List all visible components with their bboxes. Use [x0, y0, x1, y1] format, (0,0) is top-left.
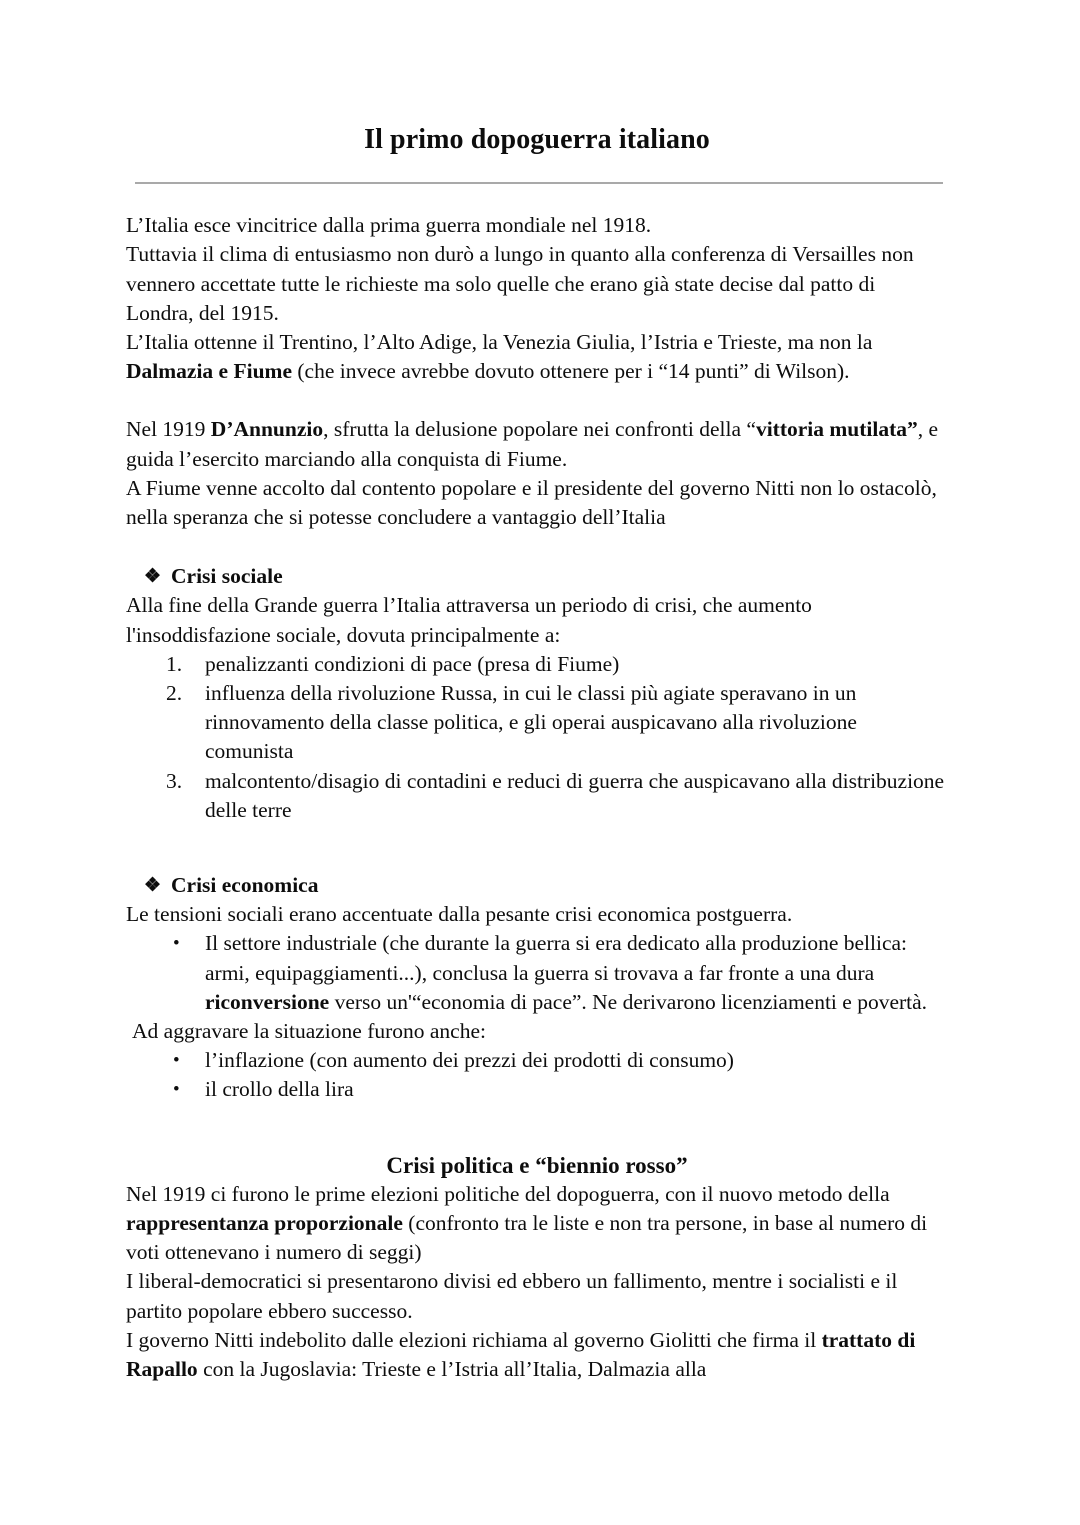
- spacer-before-crisi-politica: [126, 1105, 948, 1151]
- spacer-before-crisi-economica: [126, 825, 948, 871]
- intro-line-3-suffix: (che invece avrebbe dovuto ottenere per i “14 punti” di Wilson).: [292, 359, 850, 384]
- document-body: [126, 124, 948, 1384]
- elezioni-suffix: (confronto tra le liste e non tra persone, in base al numero di voti ottenevano i numero di seggi): [126, 1211, 928, 1265]
- dannunzio-prefix: Nel 1919: [126, 417, 211, 442]
- intro-line-3-prefix: L’Italia ottenne il Trentino, l’Alto Adige, la Venezia Giulia, l’Istria e Trieste, ma non la: [126, 330, 873, 354]
- dannunzio-name-bold: D’Annunzio: [210, 417, 324, 442]
- settore-industriale-prefix: Il settore industriale (che durante la guerra si era dedicato alla produzione bellica: armi, equipaggiamenti...), conclusa la guerra si trovava a far fronte a una dura: [205, 931, 908, 985]
- intro-line-1: L’Italia esce vincitrice dalla prima guerra mondiale nel 1918.: [126, 213, 652, 238]
- diamond-bullet-icon: ❖: [144, 566, 162, 588]
- nitti-prefix: I governo Nitti indebolito dalle elezioni richiama al governo Giolitti che firma il: [126, 1327, 822, 1352]
- list-item: • il crollo della lira: [126, 1075, 948, 1104]
- spacer-before-crisi-sociale: [126, 532, 948, 562]
- trattato-rapallo-bold: trattato di Rapallo: [126, 1327, 916, 1382]
- list-item: [126, 929, 948, 1017]
- section-heading-crisi-politica: Crisi politica e “biennio rosso”: [386, 1152, 688, 1178]
- crisi-economica-list-primary: [126, 929, 948, 1017]
- intro-line-3: [126, 328, 948, 386]
- crisi-sociale-list: [126, 650, 948, 825]
- page-title: Il primo dopoguerra italiano: [364, 124, 710, 155]
- crisi-economica-intro: Le tensioni sociali erano accentuate dalla pesante crisi economica postguerra.: [126, 902, 793, 927]
- dannunzio-paragraph: [126, 415, 948, 473]
- dannunzio-mid: , sfrutta la delusione popolare nei confronti della “: [323, 417, 756, 442]
- settore-industriale-suffix: verso un'“economia di pace”. Ne derivarono licenziamenti e povertà.: [329, 989, 928, 1014]
- nitti-suffix: con la Jugoslavia: Trieste e l’Istria all’Italia, Dalmazia alla: [197, 1357, 707, 1382]
- list-item: penalizzanti condizioni di pace (presa di Fiume): [205, 651, 620, 676]
- rappresentanza-proporzionale-bold: rappresentanza proporzionale: [126, 1211, 403, 1236]
- crisi-politica-paragraph-3: [126, 1326, 948, 1384]
- crisi-economica-heading-text: Crisi economica: [171, 873, 319, 898]
- riconversione-bold: riconversione: [205, 989, 330, 1014]
- intro-line-2: Tuttavia il clima di entusiasmo non durò a lungo in quanto alla conferenza di Versailles non vennero accettate tutte le richieste ma solo quelle che erano già state decise dal patto di Londra, del 1915.: [126, 242, 914, 325]
- section-heading-crisi-economica: [126, 871, 948, 900]
- fiume-paragraph: A Fiume venne accolto dal contento popolare e il presidente del governo Nitti non lo ostacolò, nella speranza che si potesse concludere a vantaggio dell’Italia: [126, 475, 937, 530]
- aggravare-line: Ad aggravare la situazione furono anche:: [132, 1019, 486, 1044]
- crisi-sociale-intro: Alla fine della Grande guerra l’Italia attraversa un periodo di crisi, che aumento l'insoddisfazione sociale, dovuta principalmente a:: [126, 593, 812, 647]
- diamond-bullet-icon: ❖: [144, 875, 162, 897]
- dannunzio-suffix: , e guida l’esercito marciando alla conquista di Fiume.: [126, 417, 939, 471]
- intro-line-3-bold: Dalmazia e Fiume: [126, 359, 292, 384]
- list-item: influenza della rivoluzione Russa, in cui le classi più agiate speravano in un rinnovamento della classe politica, e gli operai auspicavano alla rivoluzione comunista: [205, 681, 857, 764]
- vittoria-mutilata-bold: vittoria mutilata”: [755, 417, 918, 442]
- elezioni-prefix: Nel 1919 ci furono le prime elezioni politiche del dopoguerra, con il nuovo metodo della: [126, 1181, 890, 1206]
- crisi-politica-paragraph-2: I liberal-democratici si presentarono divisi ed ebbero un fallimento, mentre i socialisti e il partito popolare ebbero successo.: [126, 1269, 898, 1323]
- crisi-politica-paragraph-1: [126, 1180, 948, 1268]
- list-item: • l’inflazione (con aumento dei prezzi dei prodotti di consumo): [126, 1046, 948, 1075]
- spacer-after-divider: [126, 184, 948, 211]
- crisi-sociale-heading-text: Crisi sociale: [171, 564, 283, 589]
- crisi-economica-list-secondary: [126, 1046, 948, 1104]
- list-item: malcontento/disagio di contadini e reduci di guerra che auspicavano alla distribuzione delle terre: [205, 768, 945, 822]
- section-heading-crisi-sociale: [126, 562, 948, 591]
